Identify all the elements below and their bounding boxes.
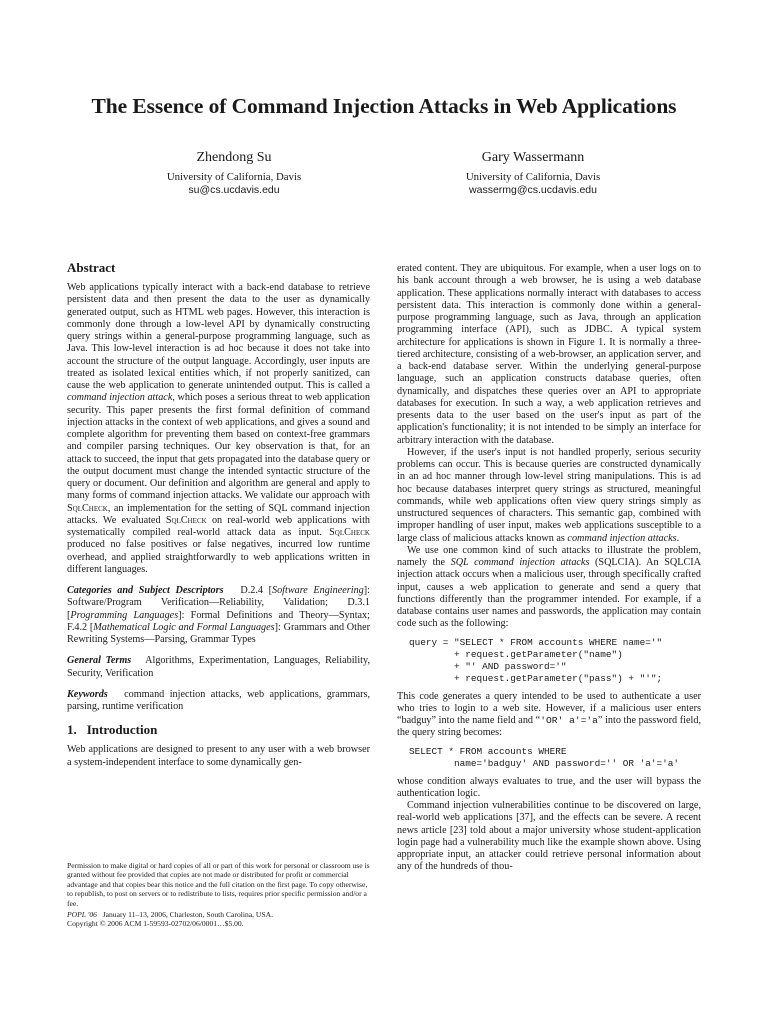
author-affiliation: University of California, Davis bbox=[465, 171, 601, 183]
left-column bbox=[67, 260, 370, 769]
intro-paragraph: Web applications are designed to present to any user with a web browser a system-independent interface to some dynamically gen- bbox=[67, 744, 370, 768]
permission-text: Permission to make digital or hard copies of all or part of this work for personal or classroom use is granted without fee provided that copies are not made or distributed for profit or commercial advantage and that copies bear this notice and the full citation on the first page. To copy otherwise, to republish, to post on servers or to redistribute to lists, requires prior specific permission and/or a fee. bbox=[67, 861, 370, 908]
paper-title: The Essence of Command Injection Attacks in Web Applications bbox=[91, 94, 677, 118]
code-listing-query: query = "SELECT * FROM accounts WHERE name='" + request.getParameter("name") + "' AND password='" + request.getParameter("pass") + "'"; bbox=[409, 636, 663, 684]
body-paragraph: erated content. They are ubiquitous. For example, when a user logs on to his bank account through a web browser, he is using a web database application. These applications normally interact with databases to access persistent data. This interaction is commonly done within a general-purpose programming language, such as Java, through an application programming interface (API), such as JDBC. A typical system architecture for applications is shown in Figure 1. It is normally a three-tiered architecture, consisting of a web-browser, an application server, and a back-end database server. Within the underlying general-purpose language, such an application constructs database queries, often dynamically, and dispatches these queries over an API to appropriate databases for execution. In such a way, a web application retrieves and presents data to the user based on the user's input as part of the application's functionality; it is not intended to be simply an interface for arbitrary interaction with the database. bbox=[397, 263, 701, 446]
author-affiliation: University of California, Davis bbox=[166, 171, 302, 183]
author-name: Gary Wassermann bbox=[481, 150, 585, 165]
author-email: su@cs.ucdavis.edu bbox=[188, 184, 280, 196]
inline-code: 'OR' a'='a bbox=[540, 715, 598, 726]
body-paragraph: However, if the user's input is not handled properly, serious security problems can occur. This is because queries are constructed dynamically in an ad hoc manner through low-level string manipulations. This is ad hoc because databases interpret query strings as structured, meaningful commands, while web applications often view query strings simply as unstructured sequences of characters. This semantic gap, combined with improper handling of user input, makes web applications susceptible to a large class of malicious attacks known as command injection attacks. bbox=[397, 446, 701, 544]
tool-name: SqlCheck bbox=[165, 514, 207, 526]
tool-name: SqlCheck bbox=[329, 527, 370, 538]
body-paragraph: This code generates a query intended to be used to authenticate a user who tries to login to a web site. However, if a malicious user enters “badguy” into the name field and “'OR' a'='a” into the password field, the query string becomes: bbox=[397, 690, 702, 739]
right-column bbox=[397, 263, 701, 874]
body-paragraph: Command injection vulnerabilities continue to be discovered on large, real-world web applications [37], and the effects can be severe. A recent news article [23] told about a major university whose student-application login page had a vulnerability much like the example shown above. Using appropriate input, an attacker could retrieve personal information about any of the hundreds of thou- bbox=[397, 800, 701, 873]
author-name: Zhendong Su bbox=[196, 150, 272, 165]
body-paragraph: We use one common kind of such attacks to illustrate the problem, namely the SQL command injection attacks (SQLCIA). An SQLCIA injection attack occurs when a malicious user, through specifically crafted input, causes a web application to generate and send a query that functions differently than the programmer intended. For example, if a database contains user names and passwords, the application may contain code such as the following: bbox=[397, 544, 701, 630]
section-heading-introduction: 1. Introduction bbox=[67, 722, 158, 738]
conference-info: POPL '06 January 11–13, 2006, Charleston, South Carolina, USA. bbox=[67, 910, 274, 920]
author-block-2 bbox=[383, 149, 683, 197]
permission-footnote bbox=[67, 861, 370, 929]
categories-descriptors: Categories and Subject Descriptors D.2.4 [Software Engineering]: Software/Program Verification—Reliability, Validation; D.3.1 [Programming Languages]: Formal Definitions and Theory—Syntax; F.4.2 [Mathematical Logic and Formal Languages]: Grammars and Other Rewriting Systems—Parsing, Grammar Types bbox=[67, 585, 370, 645]
code-listing-resulting-query: SELECT * FROM accounts WHERE name='badguy' AND password='' OR 'a'='a' bbox=[409, 745, 680, 769]
abstract-text: Web applications typically interact with a back-end database to retrieve persistent data and then present the data to the user as dynamically generated output, such as HTML web pages. However, this interaction is commonly done through a low-level API by dynamically constructing query strings within a general-purpose programming language, such as Java. This low-level interaction is ad hoc because it does not take into account the structure of the output language. Accordingly, user inputs are treated as isolated lexical entities which, if not properly sanitized, can cause the web application to generate unintended output. This is called a command injection attack, which poses a serious threat to web application security. This paper presents the first formal definition of command injection attacks in the context of web applications, and gives a sound and complete algorithm for preventing them based on context-free grammars and compiler parsing techniques. Our key observation is that, for an attack to succeed, the input that gets propagated into the database query or the output document must change the intended syntactic structure of the query or document. Our definition and algorithm are general and apply to many forms of command injection attacks. We validate our approach with SqlCheck, an implementation for the setting of SQL command injection attacks. We evaluated SqlCheck on real-world web applications with systematically compiled real-world attack data as input. SqlCheck produced no false positives or false negatives, incurred low runtime overhead, and applied straightforwardly to web applications written in different languages. bbox=[67, 282, 370, 575]
body-paragraph: whose condition always evaluates to true, and the user will bypass the authentication logic. bbox=[397, 775, 701, 799]
keywords: Keywords command injection attacks, web applications, grammars, parsing, runtime verification bbox=[67, 688, 370, 712]
tool-name: SqlCheck bbox=[67, 502, 108, 514]
author-block-1 bbox=[84, 149, 384, 197]
abstract-heading: Abstract bbox=[67, 260, 116, 275]
general-terms: General Terms Algorithms, Experimentation, Languages, Reliability, Security, Verification bbox=[67, 655, 370, 679]
copyright-line: Copyright © 2006 ACM 1-59593-02702/06/0001…$5.00. bbox=[67, 919, 244, 929]
author-email: wassermg@cs.ucdavis.edu bbox=[469, 184, 597, 196]
